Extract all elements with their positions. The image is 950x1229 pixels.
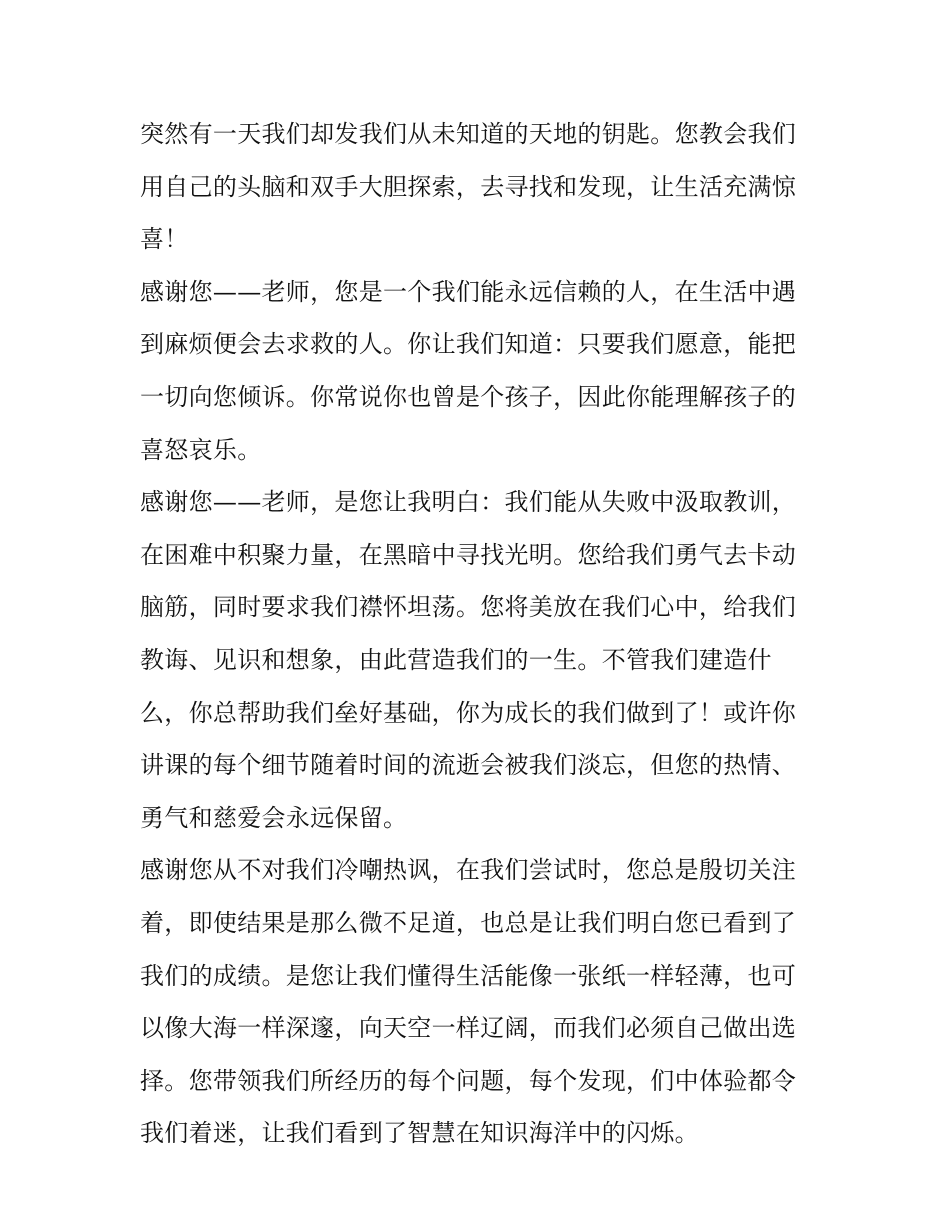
text-line: 感谢您——老师，您是一个我们能永远信赖的人，在生活中遇 (140, 277, 797, 306)
text-line: 感谢您——老师，是您让我明白：我们能从失败中汲取教训， (140, 488, 797, 517)
text-line: 教诲、见识和想象，由此营造我们的一生。不管我们建造什 (140, 645, 772, 674)
text-line: 喜！ (140, 225, 189, 254)
text-line: 么，你总帮助我们垒好基础，你为成长的我们做到了！或许你 (140, 698, 797, 727)
text-line: 我们的成绩。是您让我们懂得生活能像一张纸一样轻薄，也可 (140, 961, 797, 990)
text-line: 我们着迷，让我们看到了智慧在知识海洋中的闪烁。 (140, 1119, 699, 1148)
text-line: 择。您带领我们所经历的每个问题，每个发现，们中体验都令 (140, 1066, 797, 1095)
text-line: 一切向您倾诉。你常说你也曾是个孩子，因此你能理解孩子的 (140, 382, 797, 411)
text-line: 脑筋，同时要求我们襟怀坦荡。您将美放在我们心中，给我们 (140, 593, 797, 622)
text-line: 喜怒哀乐。 (140, 435, 262, 464)
text-line: 到麻烦便会去求救的人。你让我们知道：只要我们愿意，能把 (140, 330, 797, 359)
text-line: 着，即使结果是那么微不足道，也总是让我们明白您已看到了 (140, 908, 797, 937)
body-text (140, 108, 820, 1160)
text-line: 感谢您从不对我们冷嘲热讽，在我们尝试时，您总是殷切关注 (140, 856, 797, 885)
text-line: 以像大海一样深邃，向天空一样辽阔，而我们必须自己做出选 (140, 1014, 797, 1043)
text-line: 突然有一天我们却发我们从未知道的天地的钥匙。您教会我们 (140, 120, 797, 148)
text-line: 勇气和慈爱会永远保留。 (140, 803, 408, 832)
text-line: 在困难中积聚力量，在黑暗中寻找光明。您给我们勇气去卡动 (140, 540, 797, 569)
text-line: 用自己的头脑和双手大胆探索，去寻找和发现，让生活充满惊 (140, 172, 797, 201)
text-line: 讲课的每个细节随着时间的流逝会被我们淡忘，但您的热情、 (140, 751, 797, 780)
